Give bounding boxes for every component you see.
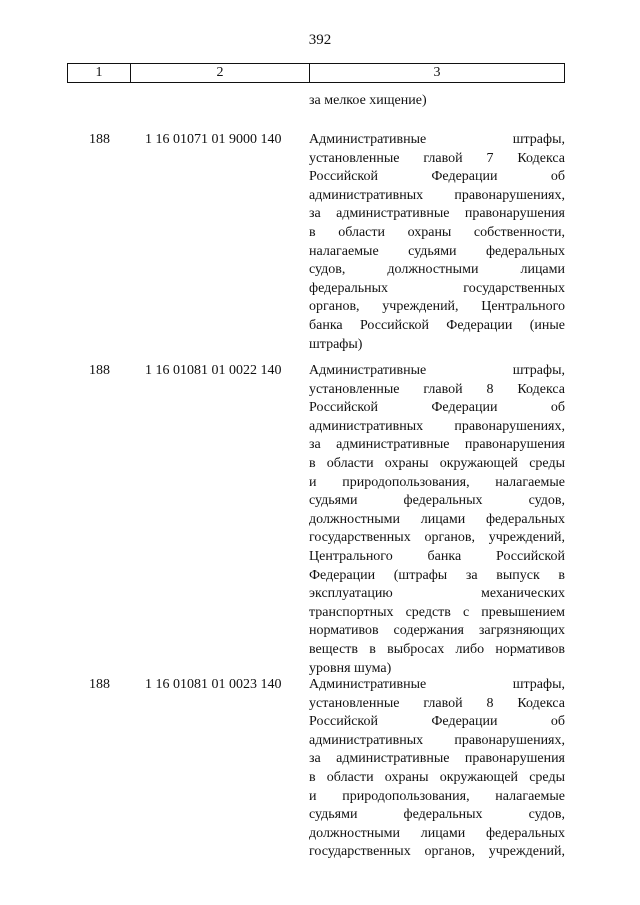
description-line: в области охраны окружающей среды [309, 455, 565, 471]
continuation-text: за мелкое хищение) [309, 93, 427, 108]
description-line: установленные главой 8 Кодекса [309, 695, 565, 711]
budget-classification-code: 1 16 01071 01 9000 140 [145, 132, 282, 147]
description-line: должностными лицами федеральных [309, 825, 565, 841]
description-line: и природопользования, налагаемые [309, 788, 565, 804]
description-line: органов, учреждений, Центрального [309, 299, 565, 315]
description-line: должностными лицами федеральных [309, 511, 565, 527]
description-line: административных правонарушениях, [309, 732, 565, 748]
description-line: Административные штрафы, [309, 363, 565, 378]
description-line: за административные правонарушения [309, 751, 565, 767]
description-line: федеральных государственных [309, 280, 565, 296]
row-description [309, 676, 565, 862]
description-line: штрафы) [309, 336, 363, 352]
admin-code: 188 [89, 132, 110, 147]
description-line: веществ в выбросах либо нормативов [309, 641, 565, 657]
description-line: и природопользования, налагаемые [309, 474, 565, 490]
description-line: Российской Федерации об [309, 714, 565, 730]
description-line: административных правонарушениях, [309, 187, 565, 203]
description-line: уровня шума) [309, 660, 392, 676]
description-line: государственных органов, учреждений, [309, 844, 565, 860]
description-line: транспортных средств с превышением [309, 604, 565, 620]
description-line: Административные штрафы, [309, 132, 565, 147]
column-header-2: 2 [131, 64, 310, 83]
description-line: банка Российской Федерации (иные [309, 317, 565, 333]
description-line: Центрального банка Российской [309, 548, 565, 564]
description-line: государственных органов, учреждений, [309, 530, 565, 546]
description-line: установленные главой 7 Кодекса [309, 150, 565, 166]
description-line: Российской Федерации об [309, 400, 565, 416]
description-line: судов, должностными лицами [309, 262, 565, 278]
description-line: налагаемые судьями федеральных [309, 243, 565, 259]
description-line: судьями федеральных судов, [309, 807, 565, 823]
admin-code: 188 [89, 677, 110, 692]
description-line: нормативов содержания загрязняющих [309, 623, 565, 639]
description-line: в области охраны окружающей среды [309, 769, 565, 785]
description-line: Российской Федерации об [309, 169, 565, 185]
description-line: за административные правонарушения [309, 437, 565, 453]
column-header-3: 3 [310, 64, 565, 83]
budget-classification-code: 1 16 01081 01 0022 140 [145, 363, 282, 378]
description-line: за административные правонарушения [309, 206, 565, 222]
row-description [309, 362, 565, 678]
page-number: 392 [308, 32, 332, 48]
admin-code: 188 [89, 363, 110, 378]
budget-classification-code: 1 16 01081 01 0023 140 [145, 677, 282, 692]
description-line: в области охраны собственности, [309, 224, 565, 240]
description-line: судьями федеральных судов, [309, 493, 565, 509]
description-line: Федерации (штрафы за выпуск в [309, 567, 565, 583]
row-description [309, 131, 565, 354]
description-line: административных правонарушениях, [309, 418, 565, 434]
column-header-1: 1 [68, 64, 131, 83]
description-line: установленные главой 8 Кодекса [309, 381, 565, 397]
column-header-table [67, 63, 565, 83]
description-line: Административные штрафы, [309, 677, 565, 692]
description-line: эксплуатацию механических [309, 586, 565, 602]
